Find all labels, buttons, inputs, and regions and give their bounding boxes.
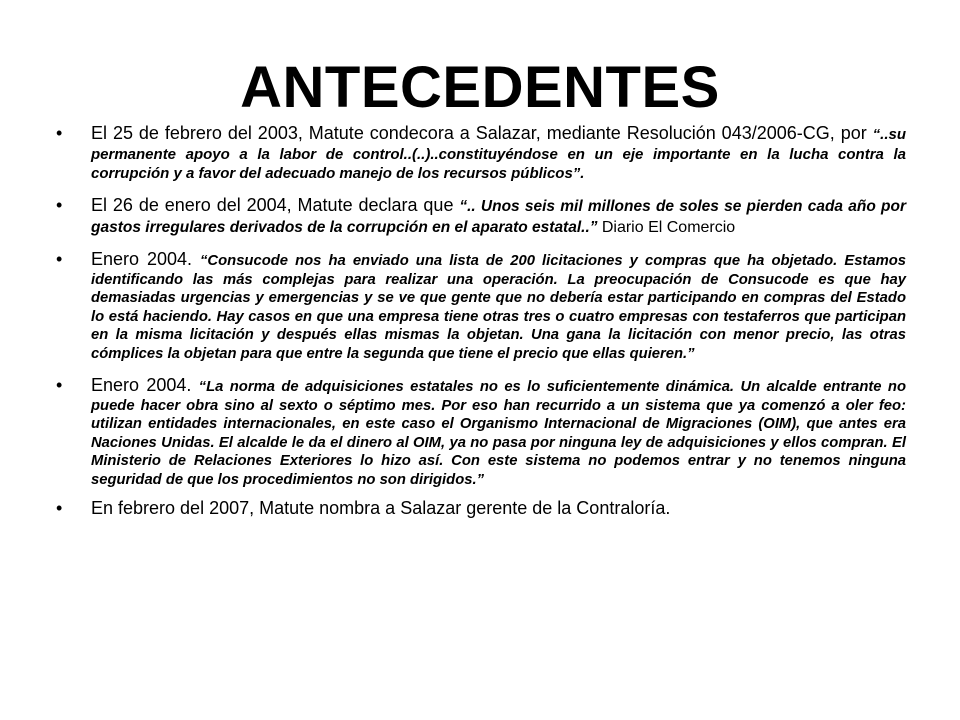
bullet-item — [56, 374, 906, 489]
bullet-lead-text: El 26 de enero del 2004, Matute declara que — [91, 195, 460, 215]
slide-title: ANTECEDENTES — [240, 55, 720, 120]
bullet-lead-text: Enero 2004. — [91, 249, 201, 269]
bullet-icon: • — [56, 195, 63, 215]
bullet-icon: • — [56, 375, 63, 396]
bullet-icon: • — [56, 498, 63, 519]
bullet-list — [56, 122, 906, 530]
bullet-lead-text: Enero 2004. — [91, 375, 199, 396]
bullet-item — [56, 497, 906, 520]
bullet-item — [56, 194, 906, 238]
bullet-icon: • — [56, 123, 63, 143]
bullet-quote-text: “Consucode nos ha enviado una lista de 200 licitaciones y compras que ha objetado. Estamos identificando las más complejas para realizar una operación. La preocupación de Consucode es que hay demasiadas urgencias y emergencias y se ve que gente que no debería estar participando en compras del Estado lo está haciendo. Hay casos en que una empresa tiene otras tres o cuatro empresas con testaferros que participan en la misma licitación y después ellas mismas la objetan. Una gana la licitación con menor precio, las otras cómplices la objetan para que entre la segunda que tiene el precio que ellas quieren.” — [91, 253, 907, 362]
bullet-item — [56, 122, 906, 183]
bullet-quote-text: “La norma de adquisiciones estatales no es lo suficientemente dinámica. Un alcalde entrante no puede hacer obra sino al sexto o séptimo mes. Por eso han recurrido a un sistema que ya comenzó a oler feo: utilizan entidades internacionales, en este caso el Organismo Internacional de Migraciones (OIM), que antes era Naciones Unidas. El alcalde le da el dinero al OIM, ya no pasa por ninguna ley de adquisiciones y ellos compran. El Ministerio de Relaciones Exteriores lo hizo así. Con este sistema no podemos entrar y no tenemos ninguna seguridad de que los procedimientos no son dirigidos.” — [91, 379, 907, 488]
bullet-quote-text: “..su permanente apoyo a la labor de control..(..)..constituyéndose en un eje importante en la lucha contra la corrupción y a favor del adecuado manejo de los recursos públicos”. — [91, 126, 906, 182]
bullet-quote-text: “.. Unos seis mil millones de soles se pierden cada año por gastos irregulares derivados de la corrupción en el aparato estatal..” — [91, 198, 906, 236]
bullet-source-text: Diario El Comercio — [601, 219, 736, 236]
bullet-item — [56, 248, 906, 363]
bullet-lead-text: El 25 de febrero del 2003, Matute condecora a Salazar, mediante Resolución 043/2006-CG, por — [91, 123, 873, 143]
bullet-icon: • — [56, 249, 63, 269]
bullet-lead-text: En febrero del 2007, Matute nombra a Salazar gerente de la Contraloría. — [91, 498, 671, 519]
